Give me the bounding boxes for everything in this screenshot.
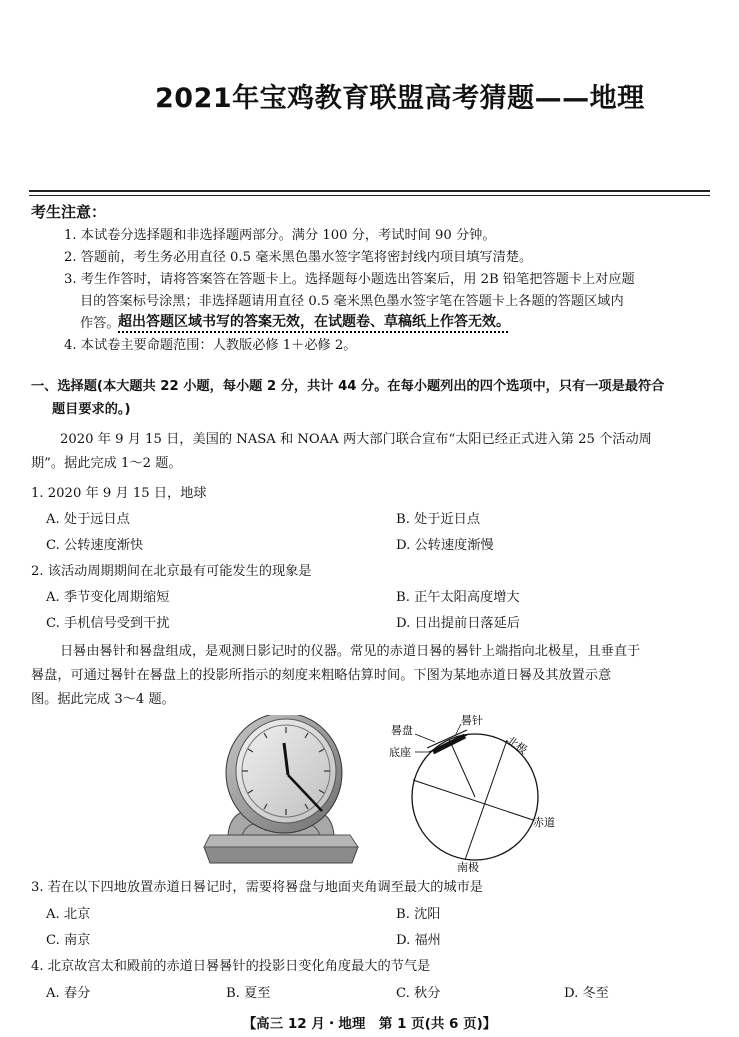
option-c: C. 公转速度渐快 — [46, 538, 144, 553]
option-c: C. 手机信号受到干扰 — [46, 616, 170, 631]
section-heading-cont: 题目要求的。) — [52, 402, 131, 417]
option-a: A. 北京 — [46, 907, 91, 922]
notice-heading: 考生注意： — [31, 203, 107, 221]
option-b: B. 沈阳 — [396, 907, 441, 922]
label-dial: 晷盘 — [391, 724, 413, 737]
option-c: C. 秋分 — [396, 986, 441, 1001]
option-a: A. 季节变化周期缩短 — [46, 590, 170, 605]
notice-emphasis: 超出答题区域书写的答案无效，在试题卷、草稿纸上作答无效。 — [118, 314, 510, 330]
notice-item: 4. 本试卷主要命题范围：人教版必修 1＋必修 2。 — [64, 338, 357, 353]
header-rule — [29, 190, 710, 192]
option-b: B. 正午太阳高度增大 — [396, 590, 520, 605]
question-stem: 3. 若在以下四地放置赤道日晷记时，需要将晷盘与地面夹角调至最大的城市是 — [31, 880, 483, 895]
label-gnomon: 晷针 — [461, 714, 483, 727]
passage-text: 2020 年 9 月 15 日，美国的 NASA 和 NOAA 两大部门联合宣布“太阳已经正式进入第 25 个活动周 — [60, 432, 652, 447]
option-b: B. 处于近日点 — [396, 512, 481, 527]
label-north-pole: 北极 — [504, 733, 530, 757]
notice-item: 3. 考生作答时，请将答案答在答题卡上。选择题每小题选出答案后，用 2B 铅笔把答题卡上对应题 — [64, 272, 635, 287]
passage-text: 晷盘，可通过晷针在晷盘上的投影所指示的刻度来粗略估算时间。下图为某地赤道日晷及其放置示意 — [31, 668, 612, 683]
header-rule-thin — [29, 195, 710, 196]
passage-text: 图。据此完成 3～4 题。 — [31, 692, 175, 707]
notice-item: 2. 答题前，考生务必用直径 0.5 毫米黑色墨水签字笔将密封线内项目填写清楚。 — [64, 250, 533, 265]
question-stem: 2. 该活动周期期间在北京最有可能发生的现象是 — [31, 564, 312, 579]
option-d: D. 公转速度渐慢 — [396, 538, 494, 553]
sundial-photo — [200, 715, 362, 865]
option-b: B. 夏至 — [226, 986, 271, 1001]
passage-text: 期”。据此完成 1～2 题。 — [31, 456, 182, 471]
notice-item: 目的答案标号涂黑；非选择题请用直径 0.5 毫米黑色墨水签字笔在答题卡上各题的答题区域内 — [80, 294, 624, 309]
option-d: D. 日出提前日落延后 — [396, 616, 520, 631]
option-a: A. 处于远日点 — [46, 512, 130, 527]
notice-item: 作答。 — [80, 316, 120, 331]
notice-item: 1. 本试卷分选择题和非选择题两部分。满分 100 分，考试时间 90 分钟。 — [64, 228, 496, 243]
question-stem: 1. 2020 年 9 月 15 日，地球 — [31, 486, 207, 501]
passage-text: 日晷由晷针和晷盘组成，是观测日影记时的仪器。常见的赤道日晷的晷针上端指向北极星，且垂直于 — [60, 644, 641, 659]
label-equator: 赤道 — [533, 816, 555, 829]
option-c: C. 南京 — [46, 933, 91, 948]
page-title: 2021年宝鸡教育联盟高考猜题——地理 — [155, 83, 645, 114]
label-base: 底座 — [389, 746, 411, 759]
section-heading: 一、选择题(本大题共 22 小题，每小题 2 分，共计 44 分。在每小题列出的四个选项中，只有一项是最符合 — [31, 379, 665, 394]
option-a: A. 春分 — [46, 986, 91, 1001]
question-stem: 4. 北京故宫太和殿前的赤道日晷晷针的投影日变化角度最大的节气是 — [31, 959, 431, 974]
option-d: D. 福州 — [396, 933, 441, 948]
sundial-schematic-diagram — [385, 712, 565, 872]
page-footer: 【高三 12 月・地理 第 1 页(共 6 页)】 — [242, 1016, 497, 1032]
label-south-pole: 南极 — [457, 861, 479, 872]
option-d: D. 冬至 — [564, 986, 609, 1001]
